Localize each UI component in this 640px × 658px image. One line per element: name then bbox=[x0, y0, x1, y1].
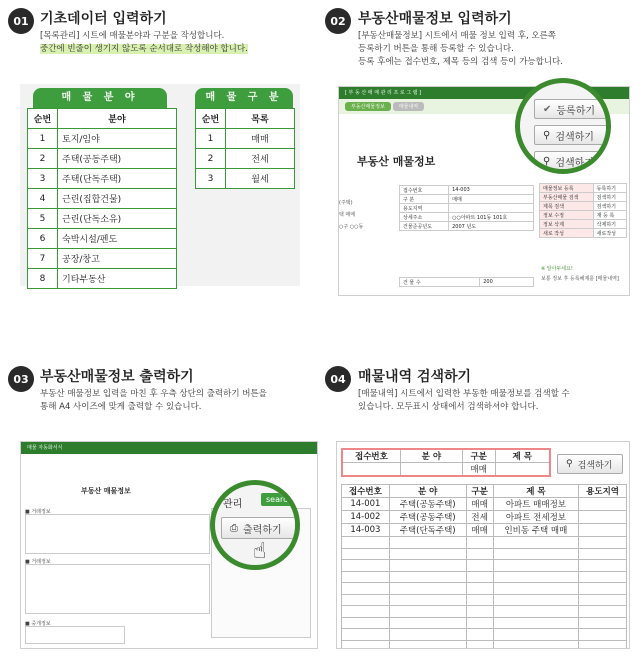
search-button-1[interactable]: ⚲ 검색하기 bbox=[534, 125, 611, 145]
empty-cell bbox=[342, 537, 390, 549]
row-number: 1 bbox=[196, 129, 226, 149]
search-icon: ⚲ bbox=[543, 129, 551, 141]
empty-cell bbox=[493, 606, 579, 618]
empty-cell bbox=[389, 537, 466, 549]
step-1-desc: [목록관리] 시트에 매물분야과 구분을 작성합니다. 중간에 빈줄이 생기지 않도록 순서대로 작성해야 합니다. bbox=[40, 31, 248, 54]
cell: 매매 bbox=[466, 524, 493, 537]
search-icon: ⚲ bbox=[566, 459, 573, 469]
empty-cell bbox=[466, 537, 493, 549]
field-name: 공장/창고 bbox=[58, 249, 177, 269]
cell: 매매 bbox=[466, 498, 493, 511]
table-row bbox=[342, 524, 627, 537]
form-label: 건물준공년도 bbox=[400, 222, 449, 231]
side-button[interactable]: 삭제하기 bbox=[593, 220, 626, 229]
empty-cell bbox=[389, 571, 466, 583]
empty-cell bbox=[579, 548, 627, 560]
step-4-desc: [매물내역] 시트에서 입력한 부동한 매물정보를 검색할 수 있습니다. 모두표시 상태에서 검색하셔야 합니다. bbox=[358, 389, 570, 412]
side-label: 새로 작성 bbox=[540, 229, 594, 238]
table-row bbox=[28, 169, 177, 189]
form-row bbox=[400, 222, 534, 231]
empty-row bbox=[342, 560, 627, 572]
row-number: 2 bbox=[28, 149, 58, 169]
empty-cell bbox=[342, 560, 390, 572]
row-number: 2 bbox=[196, 149, 226, 169]
empty-cell bbox=[389, 640, 466, 649]
cell: 14-002 bbox=[342, 511, 390, 524]
row-number: 4 bbox=[28, 189, 58, 209]
empty-cell bbox=[579, 594, 627, 606]
side-button[interactable]: 등록하기 bbox=[593, 184, 626, 193]
row-number: 1 bbox=[28, 129, 58, 149]
register-button[interactable]: ✔ 등록하기 bbox=[534, 99, 611, 119]
empty-cell bbox=[342, 571, 390, 583]
field-name: 근린(단독소유) bbox=[58, 209, 177, 229]
empty-cell bbox=[342, 606, 390, 618]
form-row bbox=[400, 195, 534, 204]
zoom-circle bbox=[515, 78, 611, 174]
type-name: 전세 bbox=[226, 149, 295, 169]
empty-cell bbox=[466, 583, 493, 595]
cell: 주택(공동주택) bbox=[389, 511, 466, 524]
form-value: 매매 bbox=[449, 195, 534, 204]
type-table-tab: 매 물 구 분 bbox=[195, 88, 293, 108]
cell: 아파트 매매정보 bbox=[493, 498, 579, 511]
search-tab[interactable]: search bbox=[261, 493, 298, 506]
empty-cell bbox=[579, 640, 627, 649]
field-table: 순번 분야 1 토지/임야 2 주택(공동주택) 3 주택(단독주택) 4 근린(집합건물) 5 근린(단독소유) 6 숙박시설/펜도 7 공장/창고 8 기타부동산 bbox=[27, 108, 177, 289]
empty-cell bbox=[389, 560, 466, 572]
side-row bbox=[540, 184, 627, 193]
empty-cell bbox=[493, 640, 579, 649]
empty-cell bbox=[579, 617, 627, 629]
cell: 주택(공동주택) bbox=[389, 498, 466, 511]
side-row bbox=[540, 229, 627, 238]
empty-cell bbox=[466, 571, 493, 583]
empty-cell bbox=[579, 583, 627, 595]
side-button[interactable]: 재 등 록 bbox=[593, 211, 626, 220]
empty-cell bbox=[466, 617, 493, 629]
empty-cell bbox=[466, 629, 493, 641]
table-row bbox=[196, 169, 295, 189]
empty-row bbox=[342, 583, 627, 595]
form-label: 상세주소 bbox=[400, 213, 449, 222]
row-number: 3 bbox=[196, 169, 226, 189]
side-label: 정보 수정 bbox=[540, 211, 594, 220]
empty-cell bbox=[493, 571, 579, 583]
side-row bbox=[540, 193, 627, 202]
table-row bbox=[342, 498, 627, 511]
empty-cell bbox=[493, 560, 579, 572]
row-number: 8 bbox=[28, 269, 58, 289]
empty-row bbox=[342, 606, 627, 618]
form-row bbox=[400, 204, 534, 213]
side-label: 제목 검색 bbox=[540, 202, 594, 211]
step-3-badge: 03 bbox=[8, 366, 34, 392]
side-row bbox=[540, 202, 627, 211]
step-1-title: 기초데이터 입력하기 bbox=[40, 11, 167, 27]
form-value: 2007 년도 bbox=[449, 222, 534, 231]
step-3-desc: 부동산 매물정보 입력을 마친 후 우측 상단의 출력하기 버튼을 통해 A4 사이즈에 맞게 출력할 수 있습니다. bbox=[40, 389, 267, 412]
side-row bbox=[540, 220, 627, 229]
step-4-screenshot bbox=[336, 441, 630, 649]
empty-cell bbox=[493, 537, 579, 549]
type-table: 순번 목록 1 매매 2 전세 3 월세 bbox=[195, 108, 295, 189]
search-criteria: 접수번호 분 야 구분 제 목 매매 bbox=[341, 448, 551, 477]
cell bbox=[579, 498, 627, 511]
empty-cell bbox=[579, 537, 627, 549]
field-name: 주택(공동주택) bbox=[58, 149, 177, 169]
cell: 전세 bbox=[466, 511, 493, 524]
empty-cell bbox=[493, 548, 579, 560]
step-4-badge: 04 bbox=[325, 366, 351, 392]
form-label: 용도지역 bbox=[400, 204, 449, 213]
empty-cell bbox=[579, 571, 627, 583]
step-2-screenshot: [ 부 동 산 매 매 관 리 프 로 그 램 ] 부동산매물정보 매물내역 부동산 매물정보 (주택) 택 매매 ○구 ○○동 접수번호 14-003 구 분 매매 용도지역 상세주소 ○○아파트 101동 101호 건물준공년도 2007 년도 건 물 수 200 매물정보 등록 등록하기 부동산매물 검색 검색하기 제목 검색 검색하기 정보 수정 재 등 록 정보 삭제 삭제하기 새로 작성 새로작성 ※ 알아두세요! 보통 정보 후 등록해제를 [매물내역] bbox=[338, 86, 630, 296]
empty-row bbox=[342, 629, 627, 641]
s2-side-table bbox=[539, 183, 627, 238]
empty-row bbox=[342, 640, 627, 649]
cell: 14-003 bbox=[342, 524, 390, 537]
field-name: 숙박시설/펜도 bbox=[58, 229, 177, 249]
table-row bbox=[28, 269, 177, 289]
row-number: 7 bbox=[28, 249, 58, 269]
empty-cell bbox=[342, 617, 390, 629]
form-row bbox=[400, 213, 534, 222]
empty-row bbox=[342, 594, 627, 606]
row-number: 6 bbox=[28, 229, 58, 249]
table-row bbox=[28, 189, 177, 209]
side-label: 매물정보 등록 bbox=[540, 184, 594, 193]
empty-cell bbox=[493, 594, 579, 606]
search-button[interactable]: ⚲ 검색하기 bbox=[557, 454, 623, 474]
step-2-badge: 02 bbox=[325, 8, 351, 34]
empty-cell bbox=[342, 583, 390, 595]
step-1-badge: 01 bbox=[8, 8, 34, 34]
empty-cell bbox=[389, 583, 466, 595]
field-name: 토지/임야 bbox=[58, 129, 177, 149]
empty-cell bbox=[389, 594, 466, 606]
empty-cell bbox=[466, 560, 493, 572]
search-button-2[interactable]: ⚲ 검색하기 bbox=[534, 151, 611, 171]
step-4-title: 매물내역 검색하기 bbox=[358, 369, 472, 385]
side-button[interactable]: 새로작성 bbox=[593, 229, 626, 238]
table-row bbox=[28, 149, 177, 169]
s2-doc-title: 부동산 매물정보 bbox=[357, 155, 436, 168]
cell bbox=[579, 524, 627, 537]
empty-cell bbox=[389, 617, 466, 629]
empty-row bbox=[342, 537, 627, 549]
s2-form-table bbox=[399, 185, 534, 231]
step-3-screenshot: 매물 자동화서식 부동산 매물정보 ■ 거래정보 ■ 거래정보 ■ 중개정보 bbox=[20, 441, 318, 649]
empty-cell bbox=[493, 629, 579, 641]
empty-cell bbox=[493, 617, 579, 629]
search-icon: ⚲ bbox=[543, 155, 551, 167]
field-name: 근린(집합건물) bbox=[58, 189, 177, 209]
cell: 주택(단독주택) bbox=[389, 524, 466, 537]
empty-cell bbox=[342, 629, 390, 641]
empty-cell bbox=[579, 629, 627, 641]
field-name: 주택(단독주택) bbox=[58, 169, 177, 189]
table-row bbox=[28, 229, 177, 249]
empty-cell bbox=[466, 594, 493, 606]
form-value bbox=[449, 204, 534, 213]
empty-cell bbox=[579, 560, 627, 572]
empty-cell bbox=[466, 640, 493, 649]
step-2-title: 부동산매물정보 입력하기 bbox=[358, 11, 512, 27]
table-row bbox=[28, 249, 177, 269]
form-value: 14-003 bbox=[449, 186, 534, 195]
step-3-title: 부동산매물정보 출력하기 bbox=[40, 369, 194, 385]
empty-row bbox=[342, 548, 627, 560]
side-label: 부동산매물 검색 bbox=[540, 193, 594, 202]
table-row bbox=[342, 511, 627, 524]
form-value: ○○아파트 101동 101호 bbox=[449, 213, 534, 222]
row-number: 3 bbox=[28, 169, 58, 189]
cell bbox=[579, 511, 627, 524]
empty-cell bbox=[466, 548, 493, 560]
hand-cursor-icon: ☝ bbox=[253, 539, 267, 564]
cell: 인비동 주택 매매 bbox=[493, 524, 579, 537]
table-row bbox=[28, 209, 177, 229]
empty-cell bbox=[466, 606, 493, 618]
empty-cell bbox=[342, 640, 390, 649]
cell: 아파트 전세정보 bbox=[493, 511, 579, 524]
type-name: 매매 bbox=[226, 129, 295, 149]
field-name: 기타부동산 bbox=[58, 269, 177, 289]
empty-cell bbox=[579, 606, 627, 618]
empty-cell bbox=[342, 548, 390, 560]
cell: 14-001 bbox=[342, 498, 390, 511]
empty-row bbox=[342, 571, 627, 583]
printer-icon: ⎙ bbox=[230, 522, 238, 534]
side-row bbox=[540, 211, 627, 220]
empty-row bbox=[342, 617, 627, 629]
table-row bbox=[196, 149, 295, 169]
table-row bbox=[196, 129, 295, 149]
row-number: 5 bbox=[28, 209, 58, 229]
form-row bbox=[400, 186, 534, 195]
type-name: 월세 bbox=[226, 169, 295, 189]
side-button[interactable]: 검색하기 bbox=[593, 202, 626, 211]
empty-cell bbox=[389, 548, 466, 560]
step-2-desc: [부동산매물정보] 시트에서 매물 정보 입력 후, 오른쪽 등록하기 버튼을 통해 등록할 수 있습니다. 등록 후에는 접수번호, 제목 등의 검색 등이 가능합니다. bbox=[358, 31, 563, 67]
side-button[interactable]: 검색하기 bbox=[593, 193, 626, 202]
empty-cell bbox=[493, 583, 579, 595]
print-button[interactable]: ⎙ 출력하기 bbox=[221, 517, 297, 539]
empty-cell bbox=[389, 629, 466, 641]
form-label: 구 분 bbox=[400, 195, 449, 204]
side-label: 정보 삭제 bbox=[540, 220, 594, 229]
form-label: 접수번호 bbox=[400, 186, 449, 195]
print-zoom-circle: 관리 search ⎙ 출력하기 ☝ bbox=[210, 480, 300, 570]
field-table-tab: 매 물 분 야 bbox=[33, 88, 167, 108]
empty-cell bbox=[342, 594, 390, 606]
results-table: 접수번호 분 야 구분 제 목 용도지역 14-001 주택(공동주택) 매매 아파트 매매정보 14-002 주택(공동주택) 전세 아파트 전세정보 14-003 주택(단독주택) 매매 인비동 주택 매매 bbox=[341, 484, 627, 649]
check-icon: ✔ bbox=[543, 103, 552, 115]
table-row bbox=[28, 129, 177, 149]
empty-cell bbox=[389, 606, 466, 618]
